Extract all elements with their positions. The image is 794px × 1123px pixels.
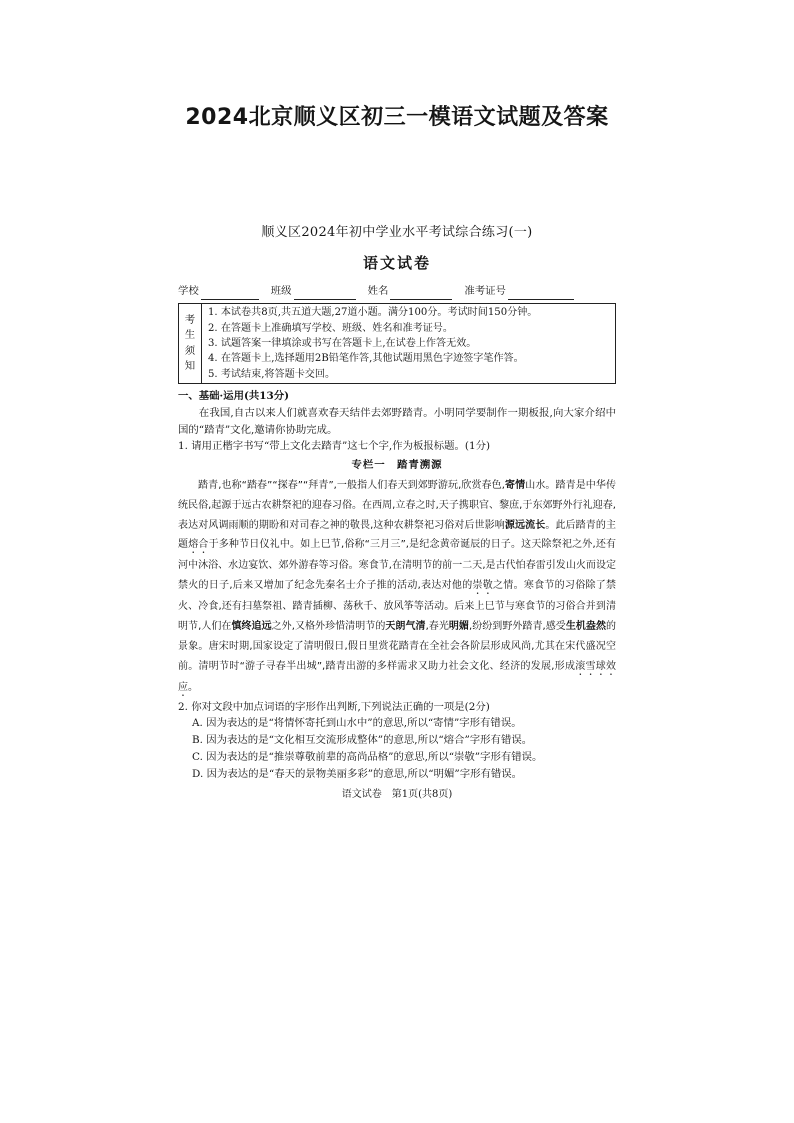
marked-word: 寄情: [504, 480, 526, 492]
option-d: D. 因为表达的是“春天的景物美丽多彩”的意思,所以“明媚”字形有错误。: [192, 768, 523, 780]
question-2: 2. 你对文段中加点词语的字形作出判断,下列说法正确的一项是(2分): [178, 700, 490, 713]
school-blank: [201, 289, 259, 300]
passage-text: 。此后踏青的主题: [178, 519, 616, 551]
document-title: 2024北京顺义区初三一模语文试题及答案: [185, 105, 609, 130]
option-b: B. 因为表达的是“文化相互交流形成整体”的意思,所以“熔合”字形有错误。: [192, 734, 533, 747]
passage-text: ,纷纷到野外踏青,感受: [468, 621, 566, 633]
passage-text: 之情。寒食节的习俗除了禁火、冷食,还有扫墓祭祖、踏青插柳、荡秋千、放风筝等活动。后来上巳节与寒食节的习俗合并到清明节,人们在: [178, 580, 617, 633]
notice-side-label: 考 生 须 知: [179, 304, 202, 383]
school-label: 学校: [178, 285, 199, 298]
notice-item: 3. 试题答案一律填涂或书写在答题卡上,在试卷上作答无效。: [208, 337, 477, 349]
passage-text: 。: [188, 681, 198, 693]
question-1: 1. 请用正楷字书写“带上文化去踏青”这七个字,作为板报标题。(1分): [178, 440, 491, 453]
notice-item: 1. 本试卷共8页,共五道大题,27道小题。满分100分。考试时间150分钟。: [208, 307, 538, 319]
passage-text: 之外,又格外珍惜清明节的: [271, 621, 386, 633]
marked-word: 明媚: [448, 621, 469, 633]
exam-id-blank: [508, 289, 574, 300]
student-info-row: [178, 283, 616, 300]
marked-word: 崇敬: [472, 580, 494, 592]
reading-passage: [178, 476, 616, 699]
subject-title: 语文试卷: [362, 254, 431, 273]
passage-text: 于多种节日仪礼中。如上巳节,俗称“三月三”,是纪念黄帝诞辰的日子。这天除祭祀之外,还有河中沐浴、水边宴饮、郊外游春等习俗。寒食节,在清明节的前一二天,是古代怕春雷引发山火而设定禁火的日子,后来又增加了纪念先秦名士介子推的活动,表达对他的: [178, 539, 617, 592]
notice-item: 2. 在答题卡上准确填写学校、班级、姓名和准考证号。: [208, 322, 453, 334]
name-label: 姓名: [367, 285, 389, 298]
passage-text: 踏青,也称“踏春”“探春”“拜青”,一般指人们春天到郊野游玩,欣赏春色,: [198, 480, 505, 492]
notice-item: 5. 考试结束,将答题卡交回。: [208, 368, 336, 380]
class-label: 班级: [270, 285, 292, 298]
exam-id-label: 准考证号: [464, 285, 506, 298]
intro-paragraph: 在我国,自古以来人们就喜欢春天结伴去郊野踏青。小明同学要制作一期板报,向大家介绍中国的“踏青”文化,邀请你协助完成。: [178, 406, 616, 436]
marked-word: 天朗气清: [385, 621, 426, 633]
marked-word: 熔合: [188, 539, 209, 551]
passage-text: 山水。踏青是中华传统民俗,起源于远古农耕祭祀的迎春习俗。在西周,立春之时,天子携职官、黎庶,于东郊野外行礼迎春,表达对风调雨顺的期盼和对司春之神的敬畏,这种农耕祭祀习俗对后世影响: [178, 480, 616, 531]
passage-text: 的景象。唐宋时期,国家设定了清明假日,假日里赏花踏青在全社会各阶层形成风尚,尤其在宋代盛况空前。清明节时“游子寻春半出城”,踏青出游的多样需求又助力社会文化、经济的发展,形成: [178, 621, 617, 672]
option-c: C. 因为表达的是“推崇尊敬前辈的高尚品格”的意思,所以“崇敬”字形有错误。: [192, 751, 543, 764]
exam-header: 顺义区2024年初中学业水平考试综合练习(一): [261, 225, 533, 240]
candidate-notice-box: [178, 303, 616, 384]
marked-word: 生机盎然: [565, 621, 607, 633]
column-title: 专栏一 踏青溯源: [351, 459, 443, 472]
marked-word: 源远流长: [504, 519, 546, 531]
marked-word: 慎终追远: [231, 621, 272, 633]
page-footer: 语文试卷 第1页(共8页): [341, 788, 453, 800]
notice-items: [202, 304, 543, 383]
name-blank: [390, 289, 452, 300]
section-heading: 一、基础·运用(共13分): [178, 389, 290, 402]
exam-page-scan: [178, 222, 616, 803]
option-a: A. 因为表达的是“将情怀寄托到山水中”的意思,所以“寄情”字形有错误。: [192, 717, 522, 730]
class-blank: [294, 289, 356, 300]
marked-word: 滚雪球效应: [178, 660, 617, 693]
passage-text: ,春光: [425, 621, 449, 633]
notice-item: 4. 在答题卡上,选择题用2B铅笔作答,其他试题用黑色字迹签字笔作答。: [208, 353, 524, 365]
